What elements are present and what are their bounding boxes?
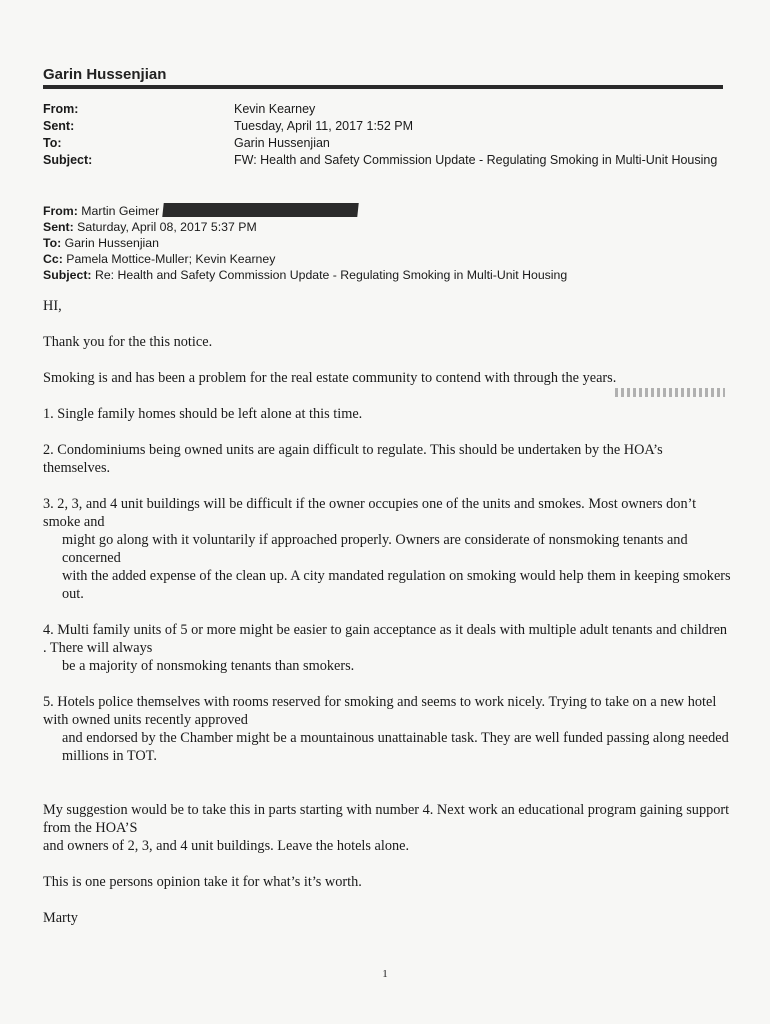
header-from-value: Kevin Kearney xyxy=(234,102,316,116)
header-to-row xyxy=(43,135,717,152)
header-subject-label: Subject: xyxy=(43,153,93,167)
mailbox-owner-name: Garin Hussenjian xyxy=(43,66,167,83)
forwarded-cc-value: Pamela Mottice-Muller; Kevin Kearney xyxy=(66,252,276,266)
forwarded-from-label: From: xyxy=(43,204,78,218)
redaction-bar xyxy=(162,203,358,217)
header-subject-row xyxy=(43,152,717,169)
header-subject-value: FW: Health and Safety Commission Update - Regulating Smoking in Multi-Unit Housing xyxy=(234,153,718,167)
forwarded-cc-label: Cc: xyxy=(43,252,63,266)
item-3-line-3: with the added expense of the clean up. A city mandated regulation on smoking would help them in keeping smokers out. xyxy=(62,568,731,602)
forwarded-from-row xyxy=(43,203,567,219)
header-divider xyxy=(43,85,723,89)
header-to-value: Garin Hussenjian xyxy=(234,136,330,150)
forwarded-subject-label: Subject: xyxy=(43,268,92,282)
item-2: 2. Condominiums being owned units are again difficult to regulate. This should be undertaken by the HOA’s themselves. xyxy=(43,442,663,476)
header-from-row xyxy=(43,101,717,118)
suggestion-line-2: and owners of 2, 3, and 4 unit buildings. Leave the hotels alone. xyxy=(43,838,410,854)
header-sent-label: Sent: xyxy=(43,119,75,133)
header-from-label: From: xyxy=(43,102,79,116)
thanks-paragraph: Thank you for the this notice. xyxy=(43,334,213,350)
item-5-line-2: and endorsed by the Chamber might be a mountainous unattainable task. They are well funded passing along needed millions in TOT. xyxy=(62,730,729,764)
forwarded-to-row xyxy=(43,235,567,251)
item-1: 1. Single family homes should be left alone at this time. xyxy=(43,406,363,422)
header-to-label: To: xyxy=(43,136,62,150)
forwarded-subject-row xyxy=(43,267,567,283)
header-sent-value: Tuesday, April 11, 2017 1:52 PM xyxy=(234,119,414,133)
opinion-paragraph: This is one persons opinion take it for what’s it’s worth. xyxy=(43,874,362,890)
forwarded-from-value: Martin Geimer xyxy=(81,204,160,218)
signature: Marty xyxy=(43,910,78,926)
forwarded-sent-row xyxy=(43,219,567,235)
forwarded-subject-value: Re: Health and Safety Commission Update - Regulating Smoking in Multi-Unit Housing xyxy=(94,268,568,282)
forwarded-to-label: To: xyxy=(43,236,62,250)
forwarded-to-value: Garin Hussenjian xyxy=(64,236,159,250)
header-sent-row xyxy=(43,118,717,135)
item-3-line-2: might go along with it voluntarily if approached properly. Owners are considerate of nonsmoking tenants and concerned xyxy=(62,532,688,566)
page-number: 1 xyxy=(382,968,388,980)
email-header xyxy=(43,101,717,169)
suggestion-line-1: My suggestion would be to take this in parts starting with number 4. Next work an educational program gaining support from the HOA’S xyxy=(43,802,730,836)
item-3-line-1: 3. 2, 3, and 4 unit buildings will be difficult if the owner occupies one of the units and smokes. Most owners don’t smoke and xyxy=(43,496,697,530)
greeting: HI, xyxy=(43,298,62,314)
forwarded-sent-label: Sent: xyxy=(43,220,74,234)
email-body xyxy=(43,297,733,927)
item-5-line-1: 5. Hotels police themselves with rooms reserved for smoking and seems to work nicely. Trying to take on a new hotel with owned units recently approved xyxy=(43,694,717,728)
item-4-line-1: 4. Multi family units of 5 or more might be easier to gain acceptance as it deals with multiple adult tenants and children . There will always xyxy=(43,622,728,656)
intro-paragraph: Smoking is and has been a problem for the real estate community to contend with through the years. xyxy=(43,370,617,386)
forwarded-sent-value: Saturday, April 08, 2017 5:37 PM xyxy=(77,220,257,234)
forwarded-cc-row xyxy=(43,251,567,267)
forwarded-header xyxy=(43,203,567,283)
item-4-line-2: be a majority of nonsmoking tenants than smokers. xyxy=(62,658,355,674)
